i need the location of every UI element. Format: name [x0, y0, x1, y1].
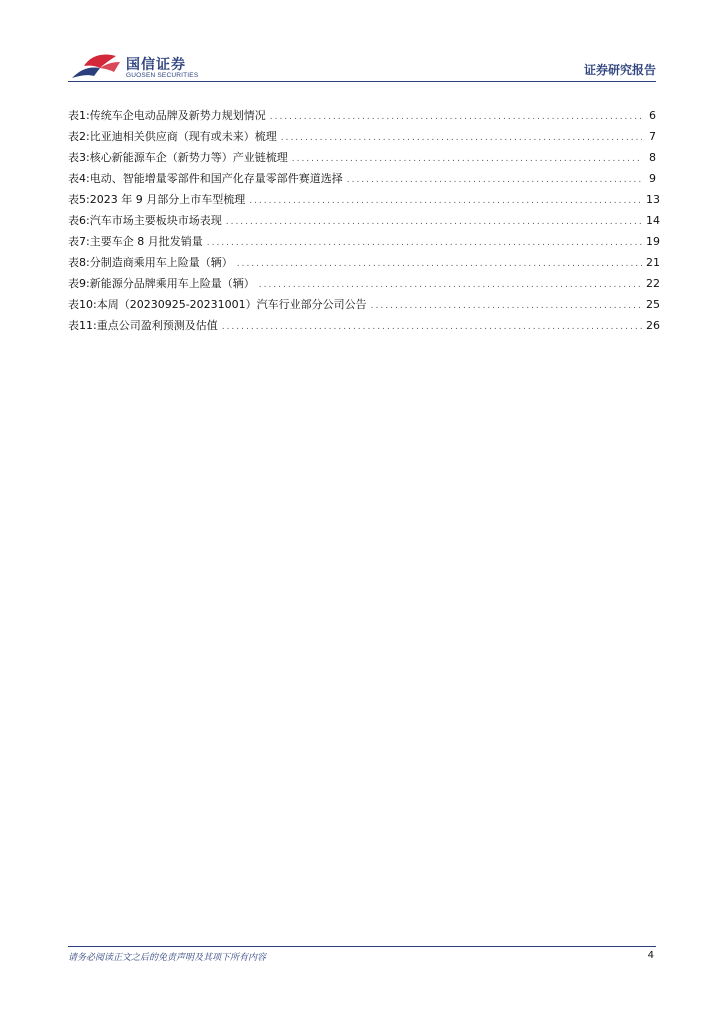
toc-entry-page[interactable]: 26: [646, 319, 660, 332]
toc-dot-leader: [259, 280, 642, 290]
toc-entry-page[interactable]: 22: [646, 277, 660, 290]
footer-disclaimer: 请务必阅读正文之后的免责声明及其项下所有内容: [68, 953, 267, 963]
toc-entry-page[interactable]: 21: [646, 256, 660, 269]
toc-dot-leader: [226, 217, 642, 227]
logo-chinese-name: 国信证券: [126, 57, 186, 73]
toc-dot-leader: [292, 154, 642, 164]
logo-english-name: GUOSEN SECURITIES: [126, 72, 199, 79]
toc-entry[interactable]: [68, 296, 660, 317]
toc-entry-label: 表8:: [68, 256, 90, 269]
toc-entry-title[interactable]: 核心新能源车企（新势力等）产业链梳理: [89, 151, 288, 164]
toc-entry[interactable]: [68, 170, 656, 191]
toc-dot-leader: [222, 322, 642, 332]
toc-dot-leader: [281, 133, 642, 143]
guosen-logo-icon: [70, 52, 122, 82]
toc-entry-page[interactable]: 9: [649, 172, 656, 185]
page-header: [0, 0, 724, 90]
toc-entry-page[interactable]: 13: [646, 193, 660, 206]
toc-entry-title[interactable]: 传统车企电动品牌及新势力规划情况: [89, 109, 266, 122]
toc-entry-label: 表3:: [68, 151, 90, 164]
toc-entry-page[interactable]: 8: [649, 151, 656, 164]
page-number: 4: [647, 950, 654, 961]
guosen-logo: [70, 52, 210, 84]
toc-entry-label: 表5:: [68, 193, 90, 206]
toc-entry-label: 表11:: [68, 319, 97, 332]
toc-entry[interactable]: [68, 191, 660, 212]
toc-entry[interactable]: [68, 254, 660, 275]
toc-entry-label: 表4:: [68, 172, 90, 185]
toc-entry-label: 表6:: [68, 214, 90, 227]
footer-divider: [68, 946, 656, 947]
toc-dot-leader: [270, 112, 642, 122]
toc-entry-label: 表2:: [68, 130, 90, 143]
toc-dot-leader: [207, 238, 642, 248]
toc-entry-title[interactable]: 汽车市场主要板块市场表现: [89, 214, 222, 227]
toc-dot-leader: [249, 196, 642, 206]
toc-entry-page[interactable]: 19: [646, 235, 660, 248]
toc-entry-title[interactable]: 分制造商乘用车上险量（辆）: [89, 256, 233, 269]
toc-entry[interactable]: [68, 107, 656, 128]
toc-entry-label: 表1:: [68, 109, 90, 122]
toc-entry-title[interactable]: 2023 年 9 月部分上市车型梳理: [89, 193, 246, 206]
report-type-label: 证券研究报告: [583, 63, 656, 77]
toc-entry-title[interactable]: 比亚迪相关供应商（现有或未来）梳理: [89, 130, 277, 143]
toc-entry-title[interactable]: 主要车企 8 月批发销量: [89, 235, 203, 248]
toc-entry[interactable]: [68, 317, 660, 338]
toc-entry-page[interactable]: 7: [649, 130, 656, 143]
toc-entry-label: 表9:: [68, 277, 90, 290]
toc-entry[interactable]: [68, 212, 660, 233]
toc-entry-title[interactable]: 本周（20230925-20231001）汽车行业部分公司公告: [96, 298, 367, 311]
toc-entry-page[interactable]: 14: [646, 214, 660, 227]
toc-entry[interactable]: [68, 233, 660, 254]
toc-entry[interactable]: [68, 128, 656, 149]
toc-dot-leader: [347, 175, 642, 185]
toc-entry-title[interactable]: 新能源分品牌乘用车上险量（辆）: [89, 277, 255, 290]
toc-entry-label: 表7:: [68, 235, 90, 248]
toc-entry[interactable]: [68, 149, 656, 170]
toc-entry[interactable]: [68, 275, 660, 296]
toc-dot-leader: [237, 259, 642, 269]
toc-entry-page[interactable]: 6: [649, 109, 656, 122]
toc-entry-label: 表10:: [68, 298, 97, 311]
toc-entry-title[interactable]: 电动、智能增量零部件和国产化存量零部件赛道选择: [89, 172, 343, 185]
toc-dot-leader: [371, 301, 642, 311]
toc-entry-page[interactable]: 25: [646, 298, 660, 311]
toc-entry-title[interactable]: 重点公司盈利预测及估值: [96, 319, 218, 332]
header-divider: [68, 81, 656, 82]
table-of-tables: [68, 107, 660, 338]
